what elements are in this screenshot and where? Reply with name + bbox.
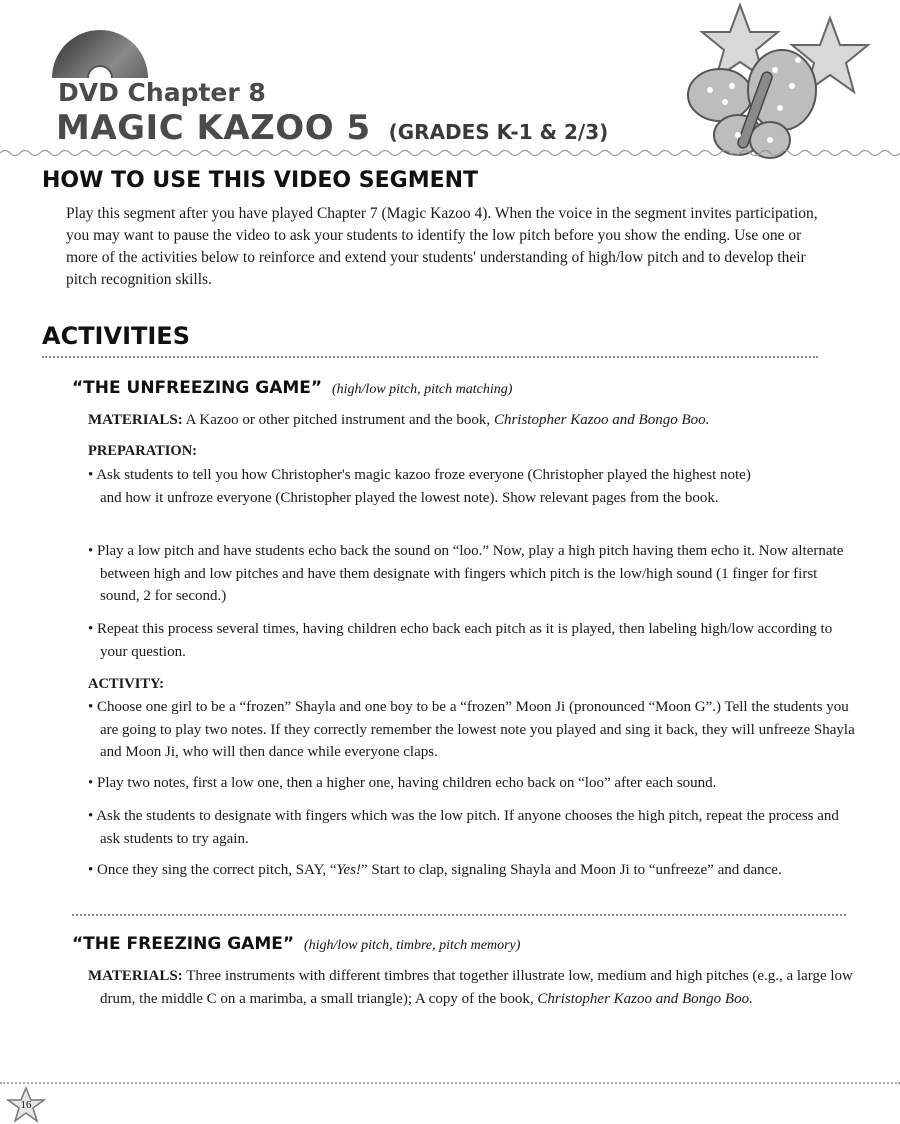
unfreezing-materials bbox=[88, 409, 848, 432]
chapter-label: DVD Chapter 8 bbox=[58, 78, 266, 107]
preparation-label: PREPARATION: bbox=[88, 443, 198, 459]
grades-label: (GRADES K-1 & 2/3) bbox=[388, 120, 609, 144]
section-divider bbox=[42, 356, 818, 358]
materials-label: MATERIALS: bbox=[88, 968, 183, 984]
materials-text: Three instruments with different timbres that together illustrate low, medium and high pitches (e.g., a large low drum, the middle C on a marimba, a small triangle); A copy of the book, bbox=[100, 968, 853, 1007]
list-item: • Ask students to tell you how Christopher's magic kazoo froze everyone (Christopher played the highest note) and how it unfroze everyone (Christopher played the lowest note). Show relevant pages from the book. bbox=[88, 464, 760, 509]
unfreezing-game-title bbox=[72, 378, 512, 398]
footer-divider bbox=[0, 1082, 900, 1084]
list-item: • Ask the students to designate with fingers which was the low pitch. If anyone chooses the high pitch, repeat the process and ask students to try again. bbox=[88, 805, 860, 850]
title-row bbox=[56, 108, 608, 148]
materials-book-title: Christopher Kazoo and Bongo Boo. bbox=[537, 990, 753, 1007]
list-item: • Play two notes, first a low one, then a higher one, having children echo back on “loo” after each sound. bbox=[88, 772, 860, 795]
page-title: MAGIC KAZOO 5 bbox=[56, 108, 371, 148]
materials-text: A Kazoo or other pitched instrument and the book, bbox=[185, 412, 491, 428]
activity-label: ACTIVITY: bbox=[88, 676, 165, 692]
yes-bullet-post: ” Start to clap, signaling Shayla and Moon Ji to “unfreeze” and dance. bbox=[361, 862, 782, 878]
list-item: • Play a low pitch and have students echo back the sound on “loo.” Now, play a high pitch having them echo it. Now alternate between high and low pitches and have them designate with fingers which pitch is the low/high sound (1 finger for first sound, 2 for second.) bbox=[88, 540, 860, 608]
page-number: 16 bbox=[20, 1099, 32, 1111]
yes-bullet-yes: Yes! bbox=[336, 862, 362, 878]
how-to-heading: HOW TO USE THIS VIDEO SEGMENT bbox=[42, 168, 479, 193]
page-header bbox=[0, 0, 900, 160]
freezing-game-subtitle: (high/low pitch, timbre, pitch memory) bbox=[303, 938, 521, 953]
butterfly-stars-illustration-icon bbox=[680, 0, 890, 170]
header-wavy-divider bbox=[0, 148, 900, 158]
unfreezing-game-name: “THE UNFREEZING GAME” bbox=[72, 378, 323, 398]
materials-book-title: Christopher Kazoo and Bongo Boo. bbox=[493, 412, 710, 428]
freezing-game-name: “THE FREEZING GAME” bbox=[72, 934, 295, 954]
activities-heading: ACTIVITIES bbox=[42, 322, 190, 350]
unfreezing-game-subtitle: (high/low pitch, pitch matching) bbox=[331, 382, 513, 397]
freezing-game-title bbox=[72, 934, 520, 954]
how-to-body: Play this segment after you have played Chapter 7 (Magic Kazoo 4). When the voice in the segment invites participation, you may want to pause the video to ask your students to identify the low pitch before you show the ending. Use one or more of the activities below to reinforce and extend your students' understanding of high/low pitch and to develop their pitch recognition skills. bbox=[66, 205, 818, 288]
materials-label: MATERIALS: bbox=[88, 412, 183, 428]
yes-bullet-pre: Once they sing the correct pitch, SAY, “ bbox=[97, 862, 337, 878]
list-item: • Choose one girl to be a “frozen” Shayla and one boy to be a “frozen” Moon Ji (pronounced “Moon G”.) Tell the students you are going to play two notes. If they correctly remember the lowest note you played and sing it back, they will unfreeze Shayla and Moon Ji, who will then dance while everyone claps. bbox=[88, 696, 860, 764]
list-item: • Repeat this process several times, having children echo back each pitch as it is played, then labeling high/low according to your question. bbox=[88, 618, 860, 663]
section-divider bbox=[72, 914, 846, 916]
freezing-materials bbox=[88, 965, 860, 1010]
list-item bbox=[88, 859, 820, 882]
